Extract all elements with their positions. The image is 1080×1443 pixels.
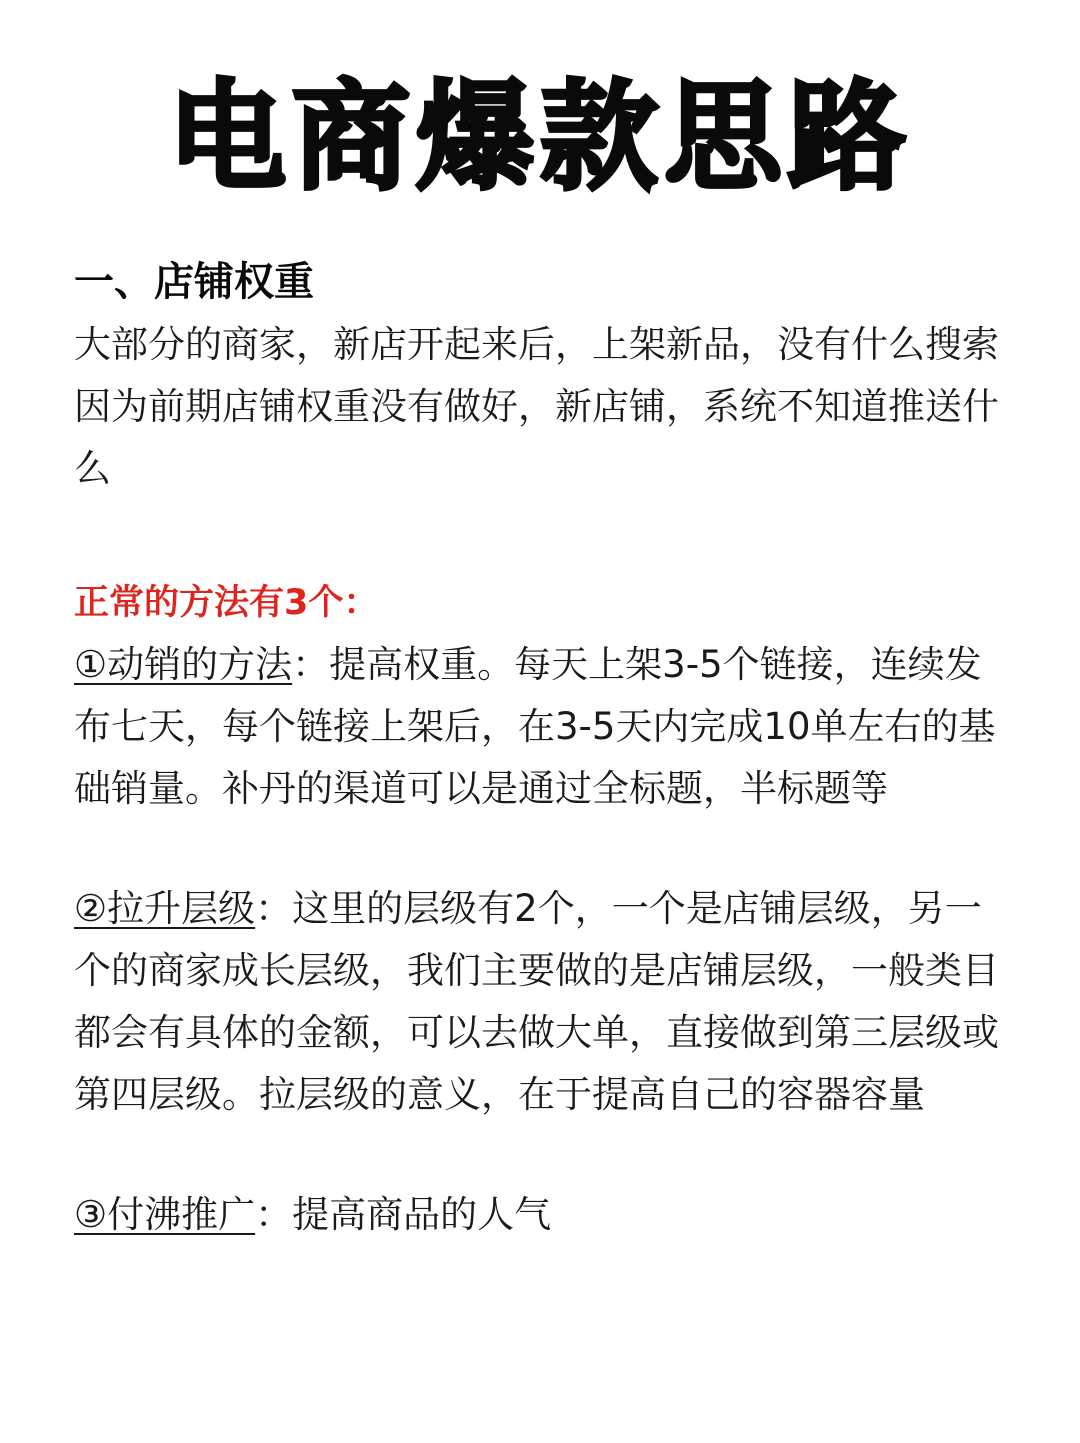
method-label-3: ③付沸推广	[74, 1193, 256, 1236]
intro-paragraph: 大部分的商家，新店开起来后，上架新品，没有什么搜索	[74, 323, 999, 366]
article-body	[74, 250, 1014, 1246]
method-label-1: ①动销的方法	[74, 643, 293, 686]
method-text-2: ：这里的层级有2个，一个是店铺层级，另一个的商家成长层级，我们主要做的是店铺层级，一般类目都会有具体的金额，可以去做大单，直接做到第三层级或第四层级。拉层级的意义，在于提高自己的容器容量	[74, 887, 999, 1116]
section-heading: 一、店铺权重	[74, 259, 314, 305]
method-item-2	[74, 878, 1014, 1126]
method-item-1	[74, 634, 1014, 820]
method-item-3	[74, 1184, 1014, 1246]
reason-paragraph: 因为前期店铺权重没有做好，新店铺，系统不知道推送什么	[74, 385, 999, 490]
page-title: 电商爆款思路	[167, 68, 912, 206]
method-text-1: ：提高权重。每天上架3-5个链接，连续发布七天，每个链接上架后，在3-5天内完成10单左右的基础销量。补丹的渠道可以是通过全标题，半标题等	[74, 643, 996, 810]
methods-heading: 正常的方法有3个：	[74, 583, 379, 623]
method-label-2: ②拉升层级	[74, 887, 256, 930]
method-text-3: ：提高商品的人气	[255, 1193, 552, 1236]
